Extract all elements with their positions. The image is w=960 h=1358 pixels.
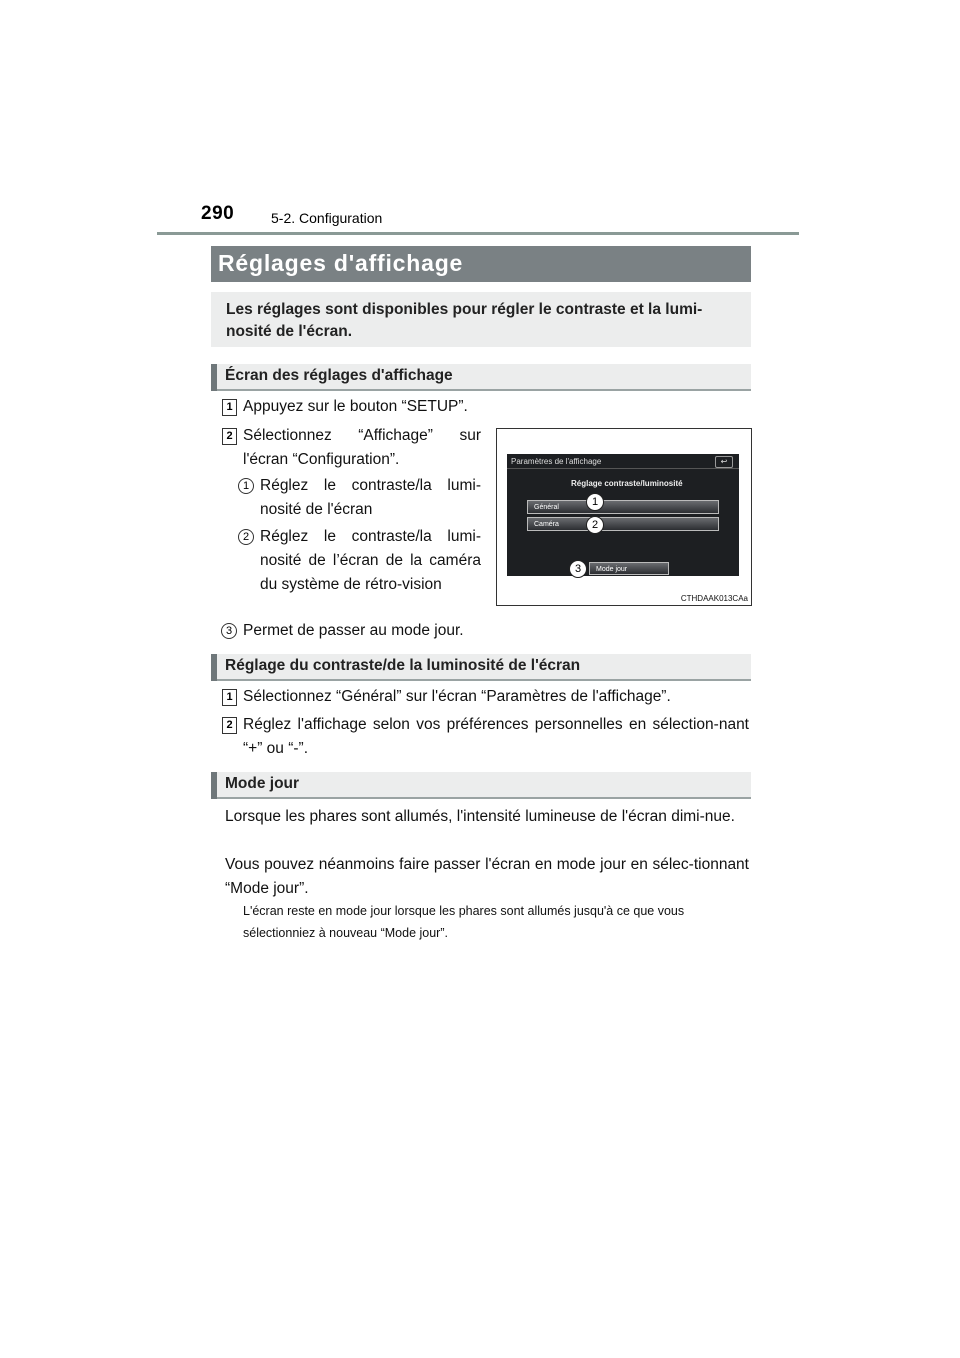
subheading-marker: [211, 654, 217, 681]
subheading-day-mode: [211, 772, 751, 799]
section-label: 5-2. Configuration: [271, 210, 383, 226]
back-arrow-icon[interactable]: ↩: [715, 456, 733, 468]
screen-header: Paramètres de l'affichage: [511, 457, 602, 466]
callout-1: 1: [586, 493, 604, 511]
item-number-circle: 2: [238, 529, 254, 545]
page-title: Réglages d'affichage: [218, 250, 464, 276]
screen-title: Réglage contraste/luminosité: [571, 479, 683, 488]
item-text: Réglez le contraste/la lumi-nosité de l’écran de la caméra du système de rétro-vision: [260, 528, 481, 593]
subheading-marker: [211, 772, 217, 799]
paragraph: Vous pouvez néanmoins faire passer l'écran en mode jour en sélec-tionnant “Mode jour”.: [225, 856, 749, 897]
header-divider: [157, 232, 799, 235]
step-number-box: 2: [222, 428, 237, 445]
title-bar: [211, 246, 751, 282]
note-text: L'écran reste en mode jour lorsque les phares sont allumés jusqu'à ce que vous sélectionniez à nouveau “Mode jour”.: [243, 904, 685, 940]
display-screen: [507, 454, 739, 576]
subheading-contrast-brightness: [211, 654, 751, 681]
page-number: 290: [201, 203, 235, 224]
item-number-circle: 1: [238, 478, 254, 494]
subheading-text: Réglage du contraste/de la luminosité de l'écran: [225, 657, 581, 674]
screen-divider: [507, 468, 739, 469]
item-text: Permet de passer au mode jour.: [243, 622, 464, 639]
subheading-text: Écran des réglages d'affichage: [225, 367, 453, 384]
general-button[interactable]: Général: [527, 500, 719, 514]
step-text: Réglez l'affichage selon vos préférences personnelles en sélection-nant “+” ou “-”.: [243, 716, 749, 757]
step-number-box: 2: [222, 717, 237, 734]
step-text: Sélectionnez “Affichage” sur l'écran “Configuration”.: [243, 427, 481, 468]
callout-2: 2: [586, 516, 604, 534]
day-mode-button[interactable]: Mode jour: [589, 562, 669, 575]
subheading-text: Mode jour: [225, 775, 300, 792]
subheading-marker: [211, 364, 217, 391]
paragraph: Lorsque les phares sont allumés, l'intensité lumineuse de l'écran dimi-nue.: [225, 808, 735, 825]
intro-text: Les réglages sont disponibles pour régler le contraste et la lumi-nosité de l'écran.: [226, 301, 703, 340]
figure-code: CTHDAAK013CAa: [680, 594, 748, 603]
camera-button[interactable]: Caméra: [527, 517, 719, 531]
callout-3: 3: [569, 560, 587, 578]
item-text: Réglez le contraste/la lumi-nosité de l'écran: [260, 477, 481, 518]
step-text: Sélectionnez “Général” sur l'écran “Paramètres de l'affichage”.: [243, 688, 671, 705]
item-number-circle: 3: [221, 623, 237, 639]
step-text: Appuyez sur le bouton “SETUP”.: [243, 398, 468, 415]
intro-box: [211, 292, 751, 347]
screen-illustration: [496, 428, 752, 606]
subheading-display-settings-screen: [211, 364, 751, 391]
step-number-box: 1: [222, 689, 237, 706]
step-number-box: 1: [222, 399, 237, 416]
